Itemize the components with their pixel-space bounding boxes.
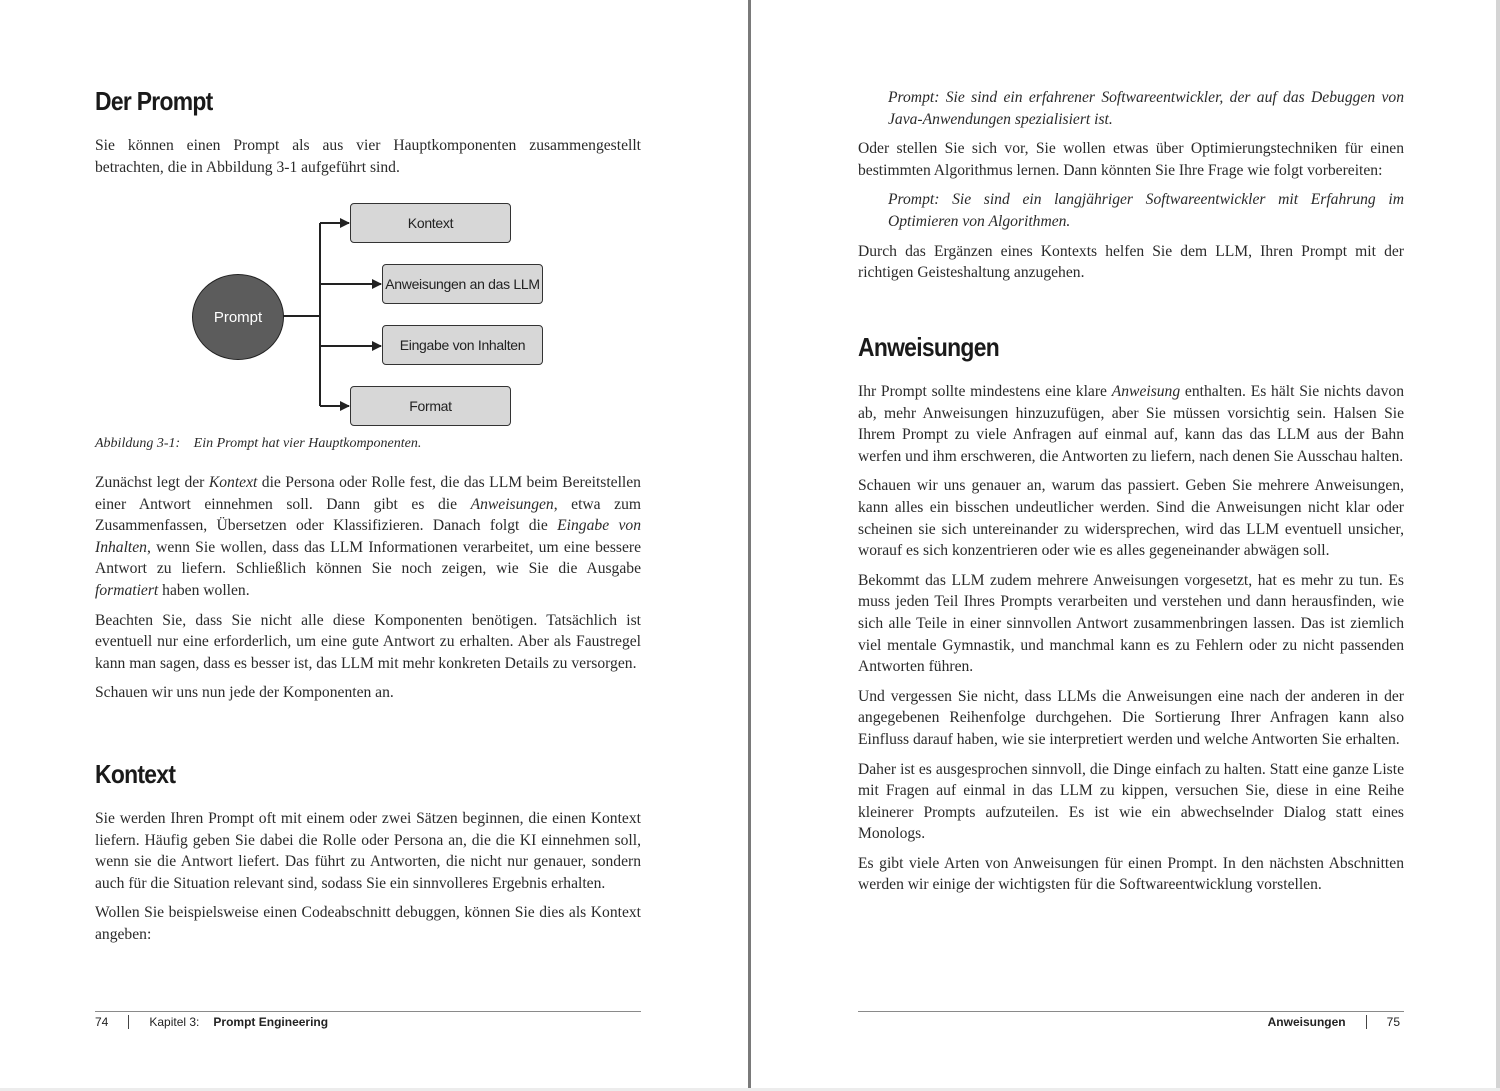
footer-rule [858, 1011, 1404, 1012]
section-kontext [95, 759, 641, 946]
caption-number: Abbildung 3-1: [95, 436, 181, 451]
prompt-example-debug: Prompt: Sie sind ein erfahrener Softwareentwickler, der auf das Debuggen von Java-Anwendungen spezialisiert ist. [888, 89, 1404, 128]
paragraph-multiple-instructions: Schauen wir uns genauer an, warum das passiert. Geben Sie mehrere Anweisungen, kann alles ein bisschen undeutlicher werden. Sind die Anweisungen nicht klar oder scheinen sie sich untereinander zu widersprechen, wird das LLM eventuell unsicher, worauf es sich konzentrieren oder wie es alles gegeneinander abwägen soll. [858, 477, 1404, 560]
right-page [751, 0, 1496, 1091]
section-title: Der Prompt [95, 86, 213, 116]
paragraph-components: Zunächst legt der Kontext die Persona oder Rolle fest, die das LLM beim Bereitstellen einer Antwort einnehmen soll. Dann gibt es die Anweisungen, etwa zum Zusammenfassen, Übersetzen oder Klassifizieren. Danach folgt die Eingabe von Inhalten, wenn Sie wollen, dass das LLM Informationen verarbeitet, um eine bessere Antwort zu liefern. Schließlich können Sie noch zeigen, wie Sie die Ausgabe formatiert haben wollen. [95, 474, 641, 599]
prompt-node: Prompt [192, 274, 284, 360]
kontext-node: Kontext [350, 203, 511, 243]
paragraph-optimization: Oder stellen Sie sich vor, Sie wollen etwas über Optimierungstechniken für einen bestimmten Algorithmus lernen. Dann könnten Sie Ihre Frage wie folgt vorbereiten: [858, 140, 1404, 179]
figure-caption [95, 436, 641, 452]
book-edge-right [1496, 0, 1500, 1091]
body-text-left [95, 472, 641, 704]
anweisungen-node: Anweisungen an das LLM [382, 264, 543, 304]
section-title: Anweisungen [858, 332, 999, 362]
paragraph-context-example: Wollen Sie beispielsweise einen Codeabschnitt debuggen, können Sie dies als Kontext angeben: [95, 904, 641, 943]
paragraph-overview: Schauen wir uns nun jede der Komponenten an. [95, 684, 394, 702]
prompt-components-diagram [190, 200, 550, 415]
format-node: Format [350, 386, 511, 426]
caption-text: Ein Prompt hat vier Hauptkomponenten. [193, 436, 422, 451]
paragraph-instructions-intro: Ihr Prompt sollte mindestens eine klare Anweisung enthalten. Es hält Sie nichts davon ab, mehr Anweisungen hinzuzufügen, aber Sie müssen vorsichtig sein. Halsen Sie Ihrem Prompt zu viele Anfragen auf einmal auf, kann das das LLM aus der Bahn werfen und ihm erschweren, die Antworten zu liefern, nach denen Sie Ausschau halten. [858, 383, 1404, 465]
section-label: Anweisungen [1267, 1015, 1346, 1029]
footer-separator [1366, 1015, 1367, 1029]
page-number: 75 [1386, 1015, 1400, 1029]
left-page [0, 0, 748, 1091]
paragraph-types: Es gibt viele Arten von Anweisungen für einen Prompt. In den nächsten Abschnitten werden wir einige der wichtigsten für die Softwareentwicklung vorstellen. [858, 854, 1404, 894]
section-der-prompt [95, 86, 641, 178]
footer-separator [128, 1015, 129, 1029]
body-text-right-top [858, 87, 1404, 284]
eingabe-node: Eingabe von Inhalten [382, 325, 543, 365]
paragraph-context-summary: Durch das Ergänzen eines Kontexts helfen Sie dem LLM, Ihren Prompt mit der richtigen Geisteshaltung anzugehen. [858, 242, 1404, 282]
page-footer-right [1268, 1015, 1400, 1029]
footer-rule [95, 1011, 641, 1012]
section-anweisungen [858, 332, 1404, 896]
section-title: Kontext [95, 759, 176, 789]
paragraph-order: Und vergessen Sie nicht, dass LLMs die Anweisungen eine nach der anderen in der angegebenen Reihenfolge durchgehen. Die Sortierung Ihrer Anfragen kann also Einfluss darauf haben, wie sie interpretiert werden und welche Antworten Sie erhalten. [858, 687, 1404, 748]
paragraph-context-intro: Sie werden Ihren Prompt oft mit einem oder zwei Sätzen beginnen, die einen Kontext liefern. Häufig geben Sie dabei die Rolle oder Persona an, die die KI einnehmen soll, wenn sie die Antwort liefert. Das führt zu Antworten, die nicht nur genauer, sondern auch für die Situation relevant sind, sodass Sie ein sinnvolleres Ergebnis erhalten. [95, 810, 641, 892]
paragraph-processing: Bekommt das LLM zudem mehrere Anweisungen vorgesetzt, hat es mehr zu tun. Es muss jeden Teil Ihres Prompts verarbeiten und verstehen und dann herausfinden, wie sich alle Teile in einer sinnvollen Antwort zusammenbringen lassen. Das ist ziemlich viel mentale Gymnastik, und manchmal kann es zu Fehlern oder zu nicht passenden Antworten führen. [858, 571, 1404, 676]
prompt-example-optimization: Prompt: Sie sind ein langjähriger Softwareentwickler mit Erfahrung im Optimieren von Algorithmen. [888, 191, 1404, 230]
intro-paragraph: Sie können einen Prompt als aus vier Hauptkomponenten zusammengestellt betrachten, die in Abbildung 3-1 aufgeführt sind. [95, 137, 641, 176]
chapter-label: Kapitel 3: [149, 1015, 200, 1029]
chapter-title: Prompt Engineering [213, 1015, 329, 1029]
paragraph-note: Beachten Sie, dass Sie nicht alle diese Komponenten benötigen. Tatsächlich ist eventuell nur eine erforderlich, um eine gute Antwort zu erhalten. Aber als Faustregel kann man sagen, dass es besser ist, das LLM mit mehr konkreten Details zu versorgen. [95, 611, 641, 672]
page-footer-left [95, 1015, 328, 1029]
paragraph-keep-simple: Daher ist es ausgesprochen sinnvoll, die Dinge einfach zu halten. Statt eine ganze Liste mit Fragen auf einmal in das LLM zu kippen, versuchen Sie, diese in eine Reihe kleinerer Prompts aufzuteilen. Es ist wie ein abwechselnder Dialog statt eines Monologs. [858, 760, 1404, 843]
page-number: 74 [95, 1015, 109, 1029]
